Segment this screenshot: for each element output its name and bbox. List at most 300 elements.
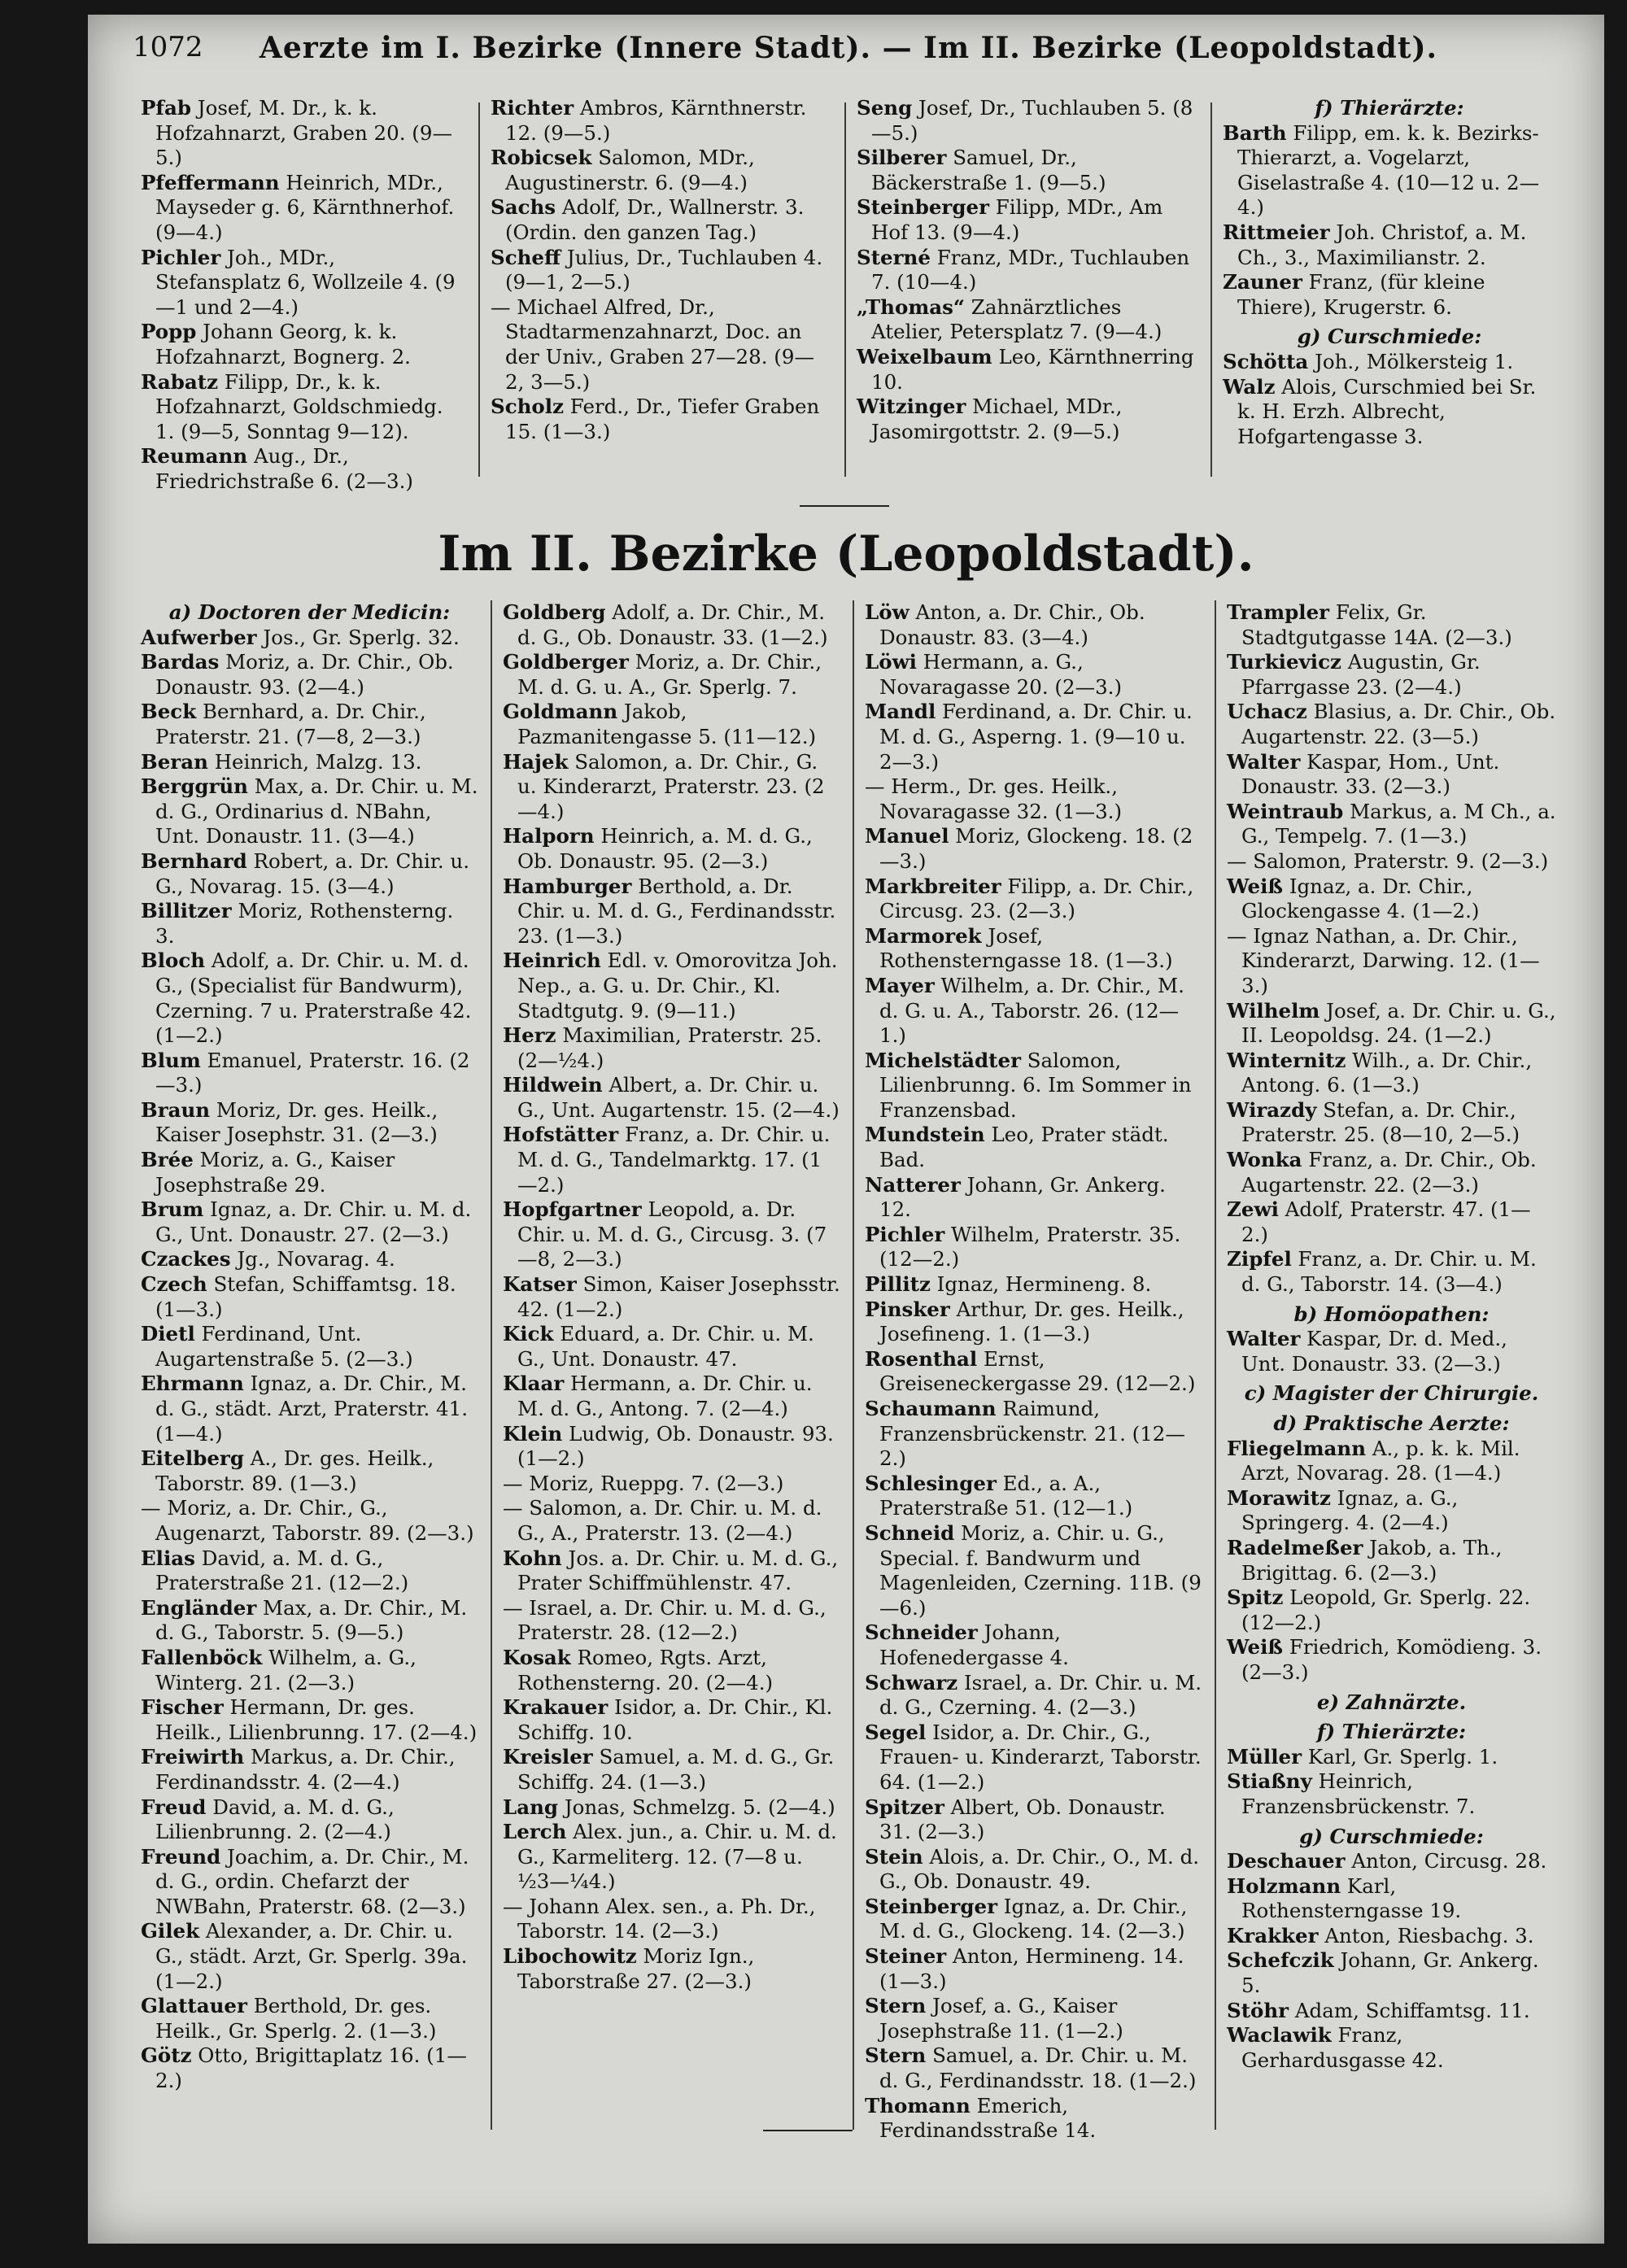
entry-surname: Hofstätter [503, 1123, 619, 1147]
column-divider [1210, 102, 1212, 477]
entry-surname: Mandl [865, 700, 936, 724]
entry-details: Franz, MDr., Tuchlauben 7. (10—4.) [871, 245, 1190, 294]
entry-surname: Bernhard [141, 848, 247, 873]
entry-details: — Salomon, Praterstr. 9. (2—3.) [1227, 848, 1549, 873]
entry-details: Moriz, a. Chir. u. G., Special. f. Bandwurm und Magenleiden, Czerning. 11B. (9—6.) [879, 1520, 1202, 1620]
entry-surname: Katser [503, 1272, 577, 1297]
entry-surname: Richter [491, 96, 574, 120]
directory-entry [865, 1521, 1202, 1620]
directory-entry [503, 1944, 840, 1994]
entry-details: Jakob, Pazmanitengasse 5. (11—12.) [517, 700, 817, 748]
directory-entry [1223, 220, 1556, 270]
directory-entry [491, 96, 832, 146]
directory-entry [1227, 2023, 1556, 2073]
directory-entry [141, 2043, 478, 2093]
directory-entry [865, 1123, 1202, 1172]
directory-entry [141, 1272, 478, 1322]
entry-details: Anton, Circusg. 28. [1345, 1849, 1547, 1873]
entry-surname: Deschauer [1227, 1849, 1346, 1873]
entry-details: — Moriz, Rueppg. 7. (2—3.) [503, 1471, 784, 1495]
entry-details: Heinrich, Franzensbrückenstr. 7. [1241, 1769, 1476, 1818]
directory-entry [491, 395, 832, 444]
directory-entry [1223, 270, 1556, 320]
top-column-2 [482, 96, 840, 444]
entry-surname: Witzinger [857, 395, 966, 419]
entry-surname: Elias [141, 1546, 195, 1570]
directory-entry [1227, 1098, 1556, 1148]
directory-entry [503, 1322, 840, 1372]
entry-details: Joh., Mölkersteig 1. [1308, 349, 1514, 373]
entry-surname: Mayer [865, 973, 935, 997]
entry-details: Simon, Kaiser Josephsstr. 42. (1—2.) [517, 1272, 840, 1321]
directory-entry [503, 650, 840, 700]
entry-details: Johann Georg, k. k. Hofzahnarzt, Bognerg. 2. [155, 320, 411, 369]
entry-surname: Weintraub [1227, 799, 1344, 823]
directory-entry [1223, 350, 1556, 375]
entry-surname: Robicsek [491, 146, 592, 170]
directory-entry [503, 949, 840, 1023]
entry-details: Kaspar, Hom., Unt. Donaustr. 33. (2—3.) [1241, 749, 1500, 799]
category-heading: a) Doctoren der Medicin: [168, 600, 451, 624]
entry-surname: Goldberg [503, 600, 606, 624]
entry-surname: Morawitz [1227, 1485, 1331, 1510]
entry-surname: Mundstein [865, 1123, 985, 1147]
directory-entry [1227, 1924, 1556, 1949]
entry-surname: Marmorek [865, 923, 982, 948]
entry-surname: Natterer [865, 1172, 961, 1197]
entry-details: Samuel, Dr., Bäckerstraße 1. (9—5.) [871, 146, 1106, 194]
entry-surname: Steiner [865, 1944, 947, 1969]
entry-surname: Popp [141, 320, 197, 344]
page-number: 1072 [133, 31, 203, 63]
directory-entry [1227, 1635, 1556, 1685]
entry-surname: Pillitz [865, 1272, 931, 1297]
entry-details: Ferdinand, Unt. Augartenstraße 5. (2—3.) [155, 1322, 413, 1371]
directory-entry [141, 1496, 478, 1546]
directory-entry [857, 345, 1198, 395]
entry-details: Salomon, Lilienbrunng. 6. Im Sommer in Franzensbad. [879, 1048, 1192, 1122]
entry-surname: Blum [141, 1048, 201, 1072]
entry-details: Arthur, Dr. ges. Heilk., Josefineng. 1. (1—3.) [879, 1297, 1184, 1346]
entry-surname: Michelstädter [865, 1048, 1021, 1072]
directory-entry [491, 246, 832, 295]
entry-surname: Zauner [1223, 270, 1302, 294]
entry-surname: Heinrich [503, 949, 601, 973]
entry-details: Ignaz, a. G., Springerg. 4. (2—4.) [1241, 1485, 1459, 1535]
entry-surname: Bloch [141, 949, 206, 973]
directory-entry [1227, 1999, 1556, 2024]
entry-details: Moriz, Glockeng. 18. (2—3.) [879, 824, 1193, 873]
directory-entry [503, 1695, 840, 1745]
directory-entry [1227, 1486, 1556, 1536]
entry-details: Jonas, Schmelzg. 5. (2—4.) [558, 1795, 835, 1819]
directory-entry [141, 1795, 478, 1845]
directory-entry [503, 1745, 840, 1795]
entry-surname: Thomann [865, 2093, 971, 2118]
entry-details: Johann, Hofenedergasse 4. [879, 1620, 1069, 1669]
directory-entry [865, 1049, 1202, 1123]
directory-entry [865, 700, 1202, 774]
directory-entry [865, 1845, 1202, 1895]
entry-surname: Pfab [141, 96, 191, 120]
directory-entry [141, 171, 466, 246]
entry-surname: Sachs [491, 195, 556, 220]
entry-details: Romeo, Rgts. Arzt, Rothensterng. 20. (2—4.) [517, 1645, 774, 1694]
directory-entry [503, 1496, 840, 1546]
top-section [133, 96, 1564, 535]
entry-details: Adolf, Dr., Wallnerstr. 3. (Ordin. den ganzen Tag.) [505, 195, 805, 244]
entry-surname: Eitelberg [141, 1446, 244, 1471]
entry-surname: Stiaßny [1227, 1769, 1312, 1794]
entry-details: Josef, Dr., Tuchlauben 5. (8—5.) [871, 96, 1193, 145]
entry-details: Hermann, Dr. ges. Heilk., Lilienbrunng. 17. (2—4.) [155, 1695, 478, 1744]
entry-details: Jakob, a. Th., Brigittag. 6. (2—3.) [1241, 1535, 1503, 1585]
directory-entry [865, 1223, 1202, 1272]
directory-entry [141, 1919, 478, 1994]
directory-entry [865, 1397, 1202, 1472]
column-divider [844, 102, 846, 477]
entry-surname: Sterné [857, 245, 931, 269]
entry-details: Jg., Novarag. 4. [230, 1247, 395, 1271]
top-column-4 [1215, 96, 1564, 449]
entry-details: — Johann Alex. sen., a. Ph. Dr., Taborstr. 14. (2—3.) [503, 1894, 816, 1943]
entry-details: Ernst, Greiseneckergasse 29. (12—2.) [879, 1346, 1196, 1396]
entry-surname: Weixelbaum [857, 344, 992, 369]
entry-details: Isidor, a. Dr. Chir., Kl. Schiffg. 10. [517, 1695, 833, 1744]
directory-entry [503, 1272, 840, 1322]
entry-details: Samuel, a. Dr. Chir. u. M. d. G., Ferdinandsstr. 18. (1—2.) [879, 2043, 1197, 2093]
directory-entry [503, 600, 840, 650]
directory-entry [141, 1197, 478, 1247]
directory-entry [503, 824, 840, 874]
entry-surname: Glattauer [141, 1994, 247, 2018]
entry-surname: Billitzer [141, 899, 232, 923]
entry-details: — Ignaz Nathan, a. Dr. Chir., Kinderarzt, Darwing. 12. (1—3.) [1227, 923, 1540, 997]
directory-entry [141, 949, 478, 1048]
entry-details: Leo, Prater städt. Bad. [879, 1123, 1169, 1172]
entry-details: Josef, M. Dr., k. k. Hofzahnarzt, Graben 20. (9—5.) [155, 96, 452, 170]
entry-details: Otto, Brigittaplatz 16. (1—2.) [155, 2043, 467, 2093]
entry-details: Jos., Gr. Sperlg. 32. [256, 625, 460, 649]
entry-details: Ignaz, a. Dr. Chir., M. d. G., Glockeng. 14. (2—3.) [879, 1894, 1188, 1943]
entry-surname: Steinberger [857, 195, 989, 220]
entry-surname: Lerch [503, 1820, 567, 1844]
directory-entry [141, 444, 466, 494]
entry-surname: Goldberger [503, 650, 629, 674]
directory-entry [491, 295, 832, 395]
directory-entry [141, 1845, 478, 1920]
entry-surname: Spitz [1227, 1585, 1284, 1610]
entry-surname: Pichler [141, 245, 221, 269]
directory-entry [865, 1994, 1202, 2043]
entry-surname: Löwi [865, 650, 917, 674]
entry-surname: Krakker [1227, 1923, 1319, 1947]
category-heading: g) Curschmiede: [1297, 325, 1482, 349]
entry-surname: Zipfel [1227, 1247, 1292, 1271]
entry-details: Salomon, a. Dr. Chir., G. u. Kinderarzt, Praterstr. 23. (2—4.) [517, 749, 825, 823]
directory-entry [865, 1272, 1202, 1298]
category-heading: f) Thierärzte: [1315, 96, 1464, 120]
entry-surname: Schwarz [865, 1670, 958, 1694]
top-column-3 [848, 96, 1206, 444]
entry-details: Karl, Rothensterngasse 19. [1241, 1873, 1462, 1923]
entry-details: Leopold, a. Dr. Chir. u. M. d. G., Circusg. 3. (7—8, 2—3.) [517, 1197, 827, 1271]
category-heading: b) Homöopathen: [1293, 1302, 1490, 1326]
bottom-column-3 [857, 600, 1210, 2144]
entry-details: Josef, Rothensterngasse 18. (1—3.) [879, 923, 1173, 973]
entry-details: Hermann, a. Dr. Chir. u. M. d. G., Antong. 7. (2—4.) [517, 1372, 813, 1420]
entry-details: A., p. k. k. Mil. Arzt, Novarag. 28. (1—4.) [1241, 1436, 1520, 1485]
directory-entry [503, 1472, 840, 1497]
directory-entry [503, 1372, 840, 1421]
entry-details: Stefan, a. Dr. Chir., Praterstr. 25. (8—10, 2—5.) [1241, 1097, 1520, 1147]
entry-details: Franz, a. Dr. Chir., Ob. Augartenstr. 22. (2—3.) [1241, 1148, 1537, 1197]
entry-surname: Aufwerber [141, 625, 257, 649]
entry-surname: Freud [141, 1795, 207, 1819]
directory-entry [865, 824, 1202, 874]
entry-surname: Hopfgartner [503, 1197, 642, 1222]
entry-details: Albert, a. Dr. Chir. u. G., Unt. Augartenstr. 15. (2—4.) [517, 1073, 840, 1122]
entry-details: Alexander, a. Dr. Chir. u. G., städt. Arzt, Gr. Sperlg. 39a. (1—2.) [155, 1919, 468, 1993]
running-head [133, 26, 1564, 76]
entry-surname: Ehrmann [141, 1372, 244, 1396]
entry-details: Anton, Hermineng. 14. (1—3.) [879, 1944, 1184, 1993]
entry-details: Franz, (für kleine Thiere), Krugerstr. 6. [1237, 270, 1485, 319]
entry-surname: Braun [141, 1097, 211, 1122]
entry-details: Adam, Schiffamtsg. 11. [1289, 1998, 1530, 2022]
column-divider [478, 102, 480, 477]
entry-surname: Uchacz [1227, 700, 1307, 724]
directory-entry [141, 370, 466, 445]
directory-entry [1227, 1049, 1556, 1098]
entry-details: Moriz Ign., Taborstraße 27. (2—3.) [517, 1944, 755, 1993]
directory-entry [1227, 650, 1556, 700]
entry-surname: Wilhelm [1227, 998, 1320, 1023]
entry-surname: Bardas [141, 650, 220, 674]
entry-details: Michael, MDr., Jasomirgottstr. 2. (9—5.) [871, 395, 1123, 443]
entry-details: Ignaz, a. Dr. Chir. u. M. d. G., Unt. Donaustr. 27. (2—3.) [155, 1197, 472, 1246]
entry-surname: Götz [141, 2043, 192, 2068]
directory-entry [865, 2094, 1202, 2144]
entry-surname: Scholz [491, 395, 564, 419]
directory-entry [141, 849, 478, 899]
entry-details: Max, a. Dr. Chir. u. M. d. G., Ordinarius d. NBahn, Unt. Donaustr. 11. (3—4.) [155, 774, 478, 848]
directory-entry [865, 1944, 1202, 1994]
entry-details: Karl, Gr. Sperlg. 1. [1302, 1744, 1498, 1769]
directory-entry [141, 1446, 478, 1496]
directory-entry [865, 1721, 1202, 1795]
entry-surname: Fallenböck [141, 1645, 263, 1669]
directory-entry [503, 1123, 840, 1197]
entry-details: — Herm., Dr. ges. Heilk., Novaragasse 32. (1—3.) [865, 774, 1123, 823]
entry-surname: Kohn [503, 1546, 562, 1570]
entry-details: Adolf, a. Dr. Chir., M. d. G., Ob. Donaustr. 33. (1—2.) [517, 600, 828, 649]
directory-entry [865, 1347, 1202, 1397]
entry-surname: Kick [503, 1322, 554, 1346]
entry-surname: Markbreiter [865, 874, 1001, 898]
directory-entry [1227, 1327, 1556, 1376]
directory-entry [141, 1596, 478, 1646]
directory-entry [857, 395, 1198, 444]
entry-details: Israel, a. Dr. Chir. u. M. d. G., Czerning. 4. (2—3.) [879, 1670, 1202, 1720]
entry-surname: Walz [1223, 374, 1276, 399]
entry-details: Joachim, a. Dr. Chir., M. d. G., ordin. Chefarzt der NWBahn, Praterstr. 68. (2—3.) [155, 1844, 469, 1918]
directory-entry [141, 1546, 478, 1596]
section-title: Im II. Bezirke (Leopoldstadt). [438, 526, 1254, 582]
directory-entry [141, 96, 466, 171]
entry-surname: Wirazdy [1227, 1097, 1317, 1122]
entry-details: Franz, a. Dr. Chir. u. M. d. G., Tandelmarktg. 17. (1—2.) [517, 1123, 831, 1197]
column-divider [491, 600, 492, 2130]
directory-entry [1227, 1148, 1556, 1197]
entry-surname: Brée [141, 1148, 194, 1172]
directory-entry [865, 1472, 1202, 1521]
bottom-rule [763, 2130, 853, 2131]
directory-entry [503, 1795, 840, 1821]
entry-surname: Trampler [1227, 600, 1330, 624]
directory-entry [865, 650, 1202, 700]
directory-entry [865, 924, 1202, 974]
directory-entry [1223, 375, 1556, 450]
entry-surname: Schneider [865, 1620, 978, 1645]
entry-surname: Beck [141, 700, 197, 724]
entry-surname: Herz [503, 1023, 556, 1048]
entry-surname: Halporn [503, 824, 595, 848]
entry-details: Berthold, a. Dr. Chir. u. M. d. G., Ferdinandsstr. 23. (1—3.) [517, 874, 836, 948]
entry-details: Adolf, Praterstr. 47. (1—2.) [1241, 1197, 1531, 1246]
directory-entry [1227, 924, 1556, 999]
entry-details: Wilh., a. Dr. Chir., Antong. 6. (1—3.) [1241, 1048, 1533, 1097]
entry-surname: Gilek [141, 1919, 200, 1943]
directory-entry [141, 700, 478, 749]
entry-surname: Stern [865, 1994, 927, 2018]
bottom-section [133, 600, 1564, 2162]
entry-details: Adolf, a. Dr. Chir. u. M. d. G., (Specialist für Bandwurm), Czerning. 7 u. Praterstraße 42. (1—2.) [155, 949, 472, 1048]
entry-details: — Moriz, a. Dr. Chir., G., Augenarzt, Taborstr. 89. (2—3.) [141, 1496, 474, 1545]
directory-page [88, 15, 1604, 2244]
directory-entry [865, 1895, 1202, 1944]
directory-entry [141, 1322, 478, 1372]
directory-entry [865, 2043, 1202, 2093]
entry-surname: Turkievicz [1227, 650, 1341, 674]
entry-details: Anton, Riesbachg. 3. [1318, 1923, 1534, 1947]
entry-details: — Michael Alfred, Dr., Stadtarmenzahnarzt, Doc. an der Univ., Graben 27—28. (9—2, 3—5.) [491, 294, 814, 394]
directory-entry [141, 626, 478, 651]
entry-surname: Seng [857, 96, 913, 120]
entry-surname: Walter [1227, 1327, 1301, 1351]
directory-entry [503, 1023, 840, 1073]
directory-entry [141, 899, 478, 949]
entry-details: Kaspar, Dr. d. Med., Unt. Donaustr. 33. (2—3.) [1241, 1327, 1507, 1376]
category-heading: c) Magister der Chirurgie. [1244, 1381, 1539, 1406]
entry-details: Zahnärztliches Atelier, Petersplatz 7. (9—4.) [871, 294, 1162, 344]
entry-details: Ignaz, Hermineng. 8. [930, 1272, 1152, 1297]
entry-details: Robert, a. Dr. Chir. u. G., Novarag. 15. (3—4.) [155, 848, 469, 898]
entry-surname: Hamburger [503, 874, 632, 898]
directory-entry [1227, 874, 1556, 924]
entry-details: Heinrich, Malzg. 13. [207, 749, 422, 774]
directory-entry [141, 1994, 478, 2043]
entry-details: Anton, a. Dr. Chir., Ob. Donaustr. 83. (3—4.) [879, 600, 1145, 649]
entry-surname: Kosak [503, 1645, 571, 1669]
directory-entry [1227, 1948, 1556, 1998]
directory-entry [503, 750, 840, 825]
entry-details: Moriz, a. Dr. Chir., Ob. Donaustr. 93. (2—4.) [155, 650, 454, 699]
entry-surname: Klaar [503, 1372, 565, 1396]
entry-details: Ferdinand, a. Dr. Chir. u. M. d. G., Asperng. 1. (9—10 u. 2—3.) [879, 700, 1193, 774]
directory-entry [503, 1820, 840, 1895]
entry-surname: Wonka [1227, 1148, 1302, 1172]
directory-entry [1227, 800, 1556, 849]
entry-surname: Winternitz [1227, 1048, 1346, 1072]
entry-details: Moriz, a. Dr. Chir., M. d. G. u. A., Gr. Sperlg. 7. [517, 650, 822, 699]
directory-entry [865, 1671, 1202, 1721]
entry-details: Maximilian, Praterstr. 25. (2—½4.) [517, 1023, 822, 1072]
directory-entry [857, 195, 1198, 245]
directory-entry [503, 1596, 840, 1646]
entry-surname: Schefczik [1227, 1948, 1334, 1973]
directory-entry [141, 750, 478, 775]
entry-surname: Fliegelmann [1227, 1436, 1367, 1460]
entry-details: Samuel, a. M. d. G., Gr. Schiffg. 24. (1—3.) [517, 1745, 835, 1794]
directory-entry [865, 1173, 1202, 1223]
directory-entry [857, 146, 1198, 195]
entry-surname: Engländer [141, 1595, 257, 1620]
entry-details: Ferd., Dr., Tiefer Graben 15. (1—3.) [505, 395, 820, 443]
entry-details: Alois, Curschmied bei Sr. k. H. Erzh. Albrecht, Hofgartengasse 3. [1237, 374, 1537, 448]
entry-details: Jos. a. Dr. Chir. u. M. d. G., Prater Schiffmühlenstr. 47. [517, 1546, 839, 1595]
entry-surname: Pfeffermann [141, 170, 280, 194]
entry-details: Ignaz, a. Dr. Chir., Glockengasse 4. (1—2.) [1241, 874, 1480, 923]
category-heading: d) Praktische Aerzte: [1273, 1411, 1510, 1435]
entry-details: Johann, Gr. Ankerg. 12. [879, 1172, 1166, 1222]
entry-details: Josef, a. G., Kaiser Josephstraße 11. (1—2.) [879, 1994, 1123, 2043]
entry-details: Max, a. Dr. Chir., M. d. G., Taborstr. 5. (9—5.) [155, 1595, 468, 1645]
entry-surname: Müller [1227, 1744, 1302, 1769]
entry-surname: Beran [141, 749, 208, 774]
entry-details: Blasius, a. Dr. Chir., Ob. Augartenstr. 22. (3—5.) [1241, 700, 1556, 748]
entry-surname: Pichler [865, 1222, 945, 1246]
entry-details: Emerich, Ferdinandsstraße 14. [879, 2093, 1097, 2143]
category-heading: e) Zahnärzte. [1316, 1690, 1467, 1714]
directory-entry [857, 246, 1198, 295]
directory-entry [141, 1148, 478, 1197]
entry-surname: Dietl [141, 1322, 195, 1346]
entry-details: Filipp, Dr., k. k. Hofzahnarzt, Goldschmiedg. 1. (9—5, Sonntag 9—12). [155, 369, 443, 443]
entry-details: Markus, a. M Ch., a. G., Tempelg. 7. (1—3.) [1241, 799, 1556, 848]
entry-surname: Schneid [865, 1520, 955, 1545]
entry-details: Moriz, Rothensterng. 3. [155, 899, 454, 948]
entry-surname: Silberer [857, 146, 947, 170]
directory-entry [1227, 1874, 1556, 1924]
entry-details: Leopold, Gr. Sperlg. 22. (12—2.) [1241, 1585, 1531, 1634]
directory-entry [1227, 1536, 1556, 1585]
entry-details: — Israel, a. Dr. Chir. u. M. d. G., Praterstr. 28. (12—2.) [503, 1595, 827, 1645]
directory-entry [1227, 700, 1556, 749]
entry-surname: Spitzer [865, 1795, 944, 1819]
directory-entry [857, 295, 1198, 345]
entry-details: Friedrich, Komödieng. 3. (2—3.) [1241, 1635, 1542, 1684]
column-divider [1215, 600, 1216, 2130]
directory-entry [141, 1695, 478, 1745]
entry-details: David, a. M. d. G., Praterstraße 21. (12—2.) [155, 1546, 409, 1595]
entry-surname: Barth [1223, 120, 1287, 145]
entry-surname: Pinsker [865, 1297, 950, 1321]
entry-surname: Rittmeier [1223, 220, 1330, 244]
entry-surname: Weiß [1227, 874, 1284, 898]
entry-surname: Weiß [1227, 1635, 1284, 1660]
directory-entry [141, 1372, 478, 1446]
